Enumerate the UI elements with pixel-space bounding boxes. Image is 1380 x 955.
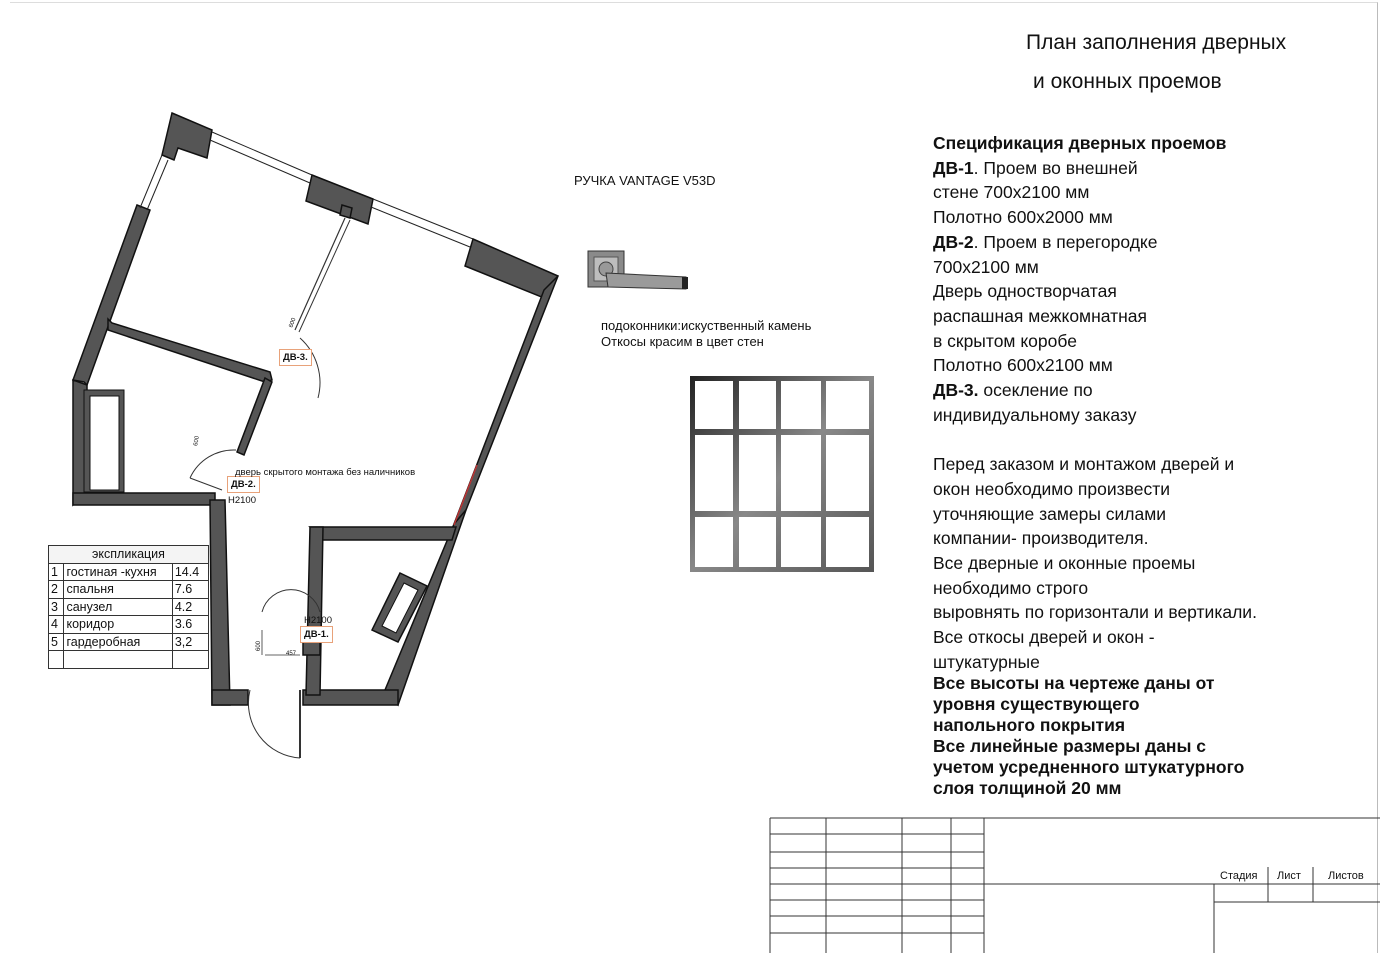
- hidden-door-note: дверь скрытого монтажа без наличников: [235, 467, 416, 478]
- stamp-sheet: Лист: [1277, 870, 1301, 882]
- door-tag-dv2: ДВ-2.: [227, 476, 260, 493]
- wall-small-post: [340, 205, 352, 218]
- stamp-stage: Стадия: [1220, 870, 1258, 882]
- height-label-dv1: Н2100: [304, 615, 332, 626]
- stamp-sheets: Листов: [1328, 870, 1364, 882]
- notes-bold: Все высоты на чертеже даны от уровня существующего напольного покрытия Все линейные размеры даны с учетом усредненного штукатурного слоя толщиной 20 мм: [933, 673, 1245, 798]
- spec-heading: Спецификация дверных проемов: [933, 133, 1227, 153]
- dim-600-dv3: 600: [288, 317, 298, 329]
- dim-600-dv2: 600: [193, 435, 201, 447]
- wall-partition-bedroom: [108, 319, 272, 382]
- table-row: 3 санузел 4.2: [49, 598, 209, 616]
- drawing-title-line2: и оконных проемов: [1033, 70, 1222, 93]
- table-row: [49, 651, 209, 669]
- table-row: 1 гостиная -кухня 14.4: [49, 563, 209, 581]
- wall-partition-diagonal: [237, 378, 272, 455]
- drawing-title-line1: План заполнения дверных: [1026, 31, 1287, 54]
- wall-bottom-left: [73, 493, 215, 505]
- dim-457: 457: [286, 651, 297, 657]
- height-label-dv2: Н2100: [228, 495, 256, 506]
- wall-pillar-middle: [306, 175, 373, 224]
- door-tag-dv3: ДВ-3.: [279, 349, 312, 366]
- handle-label: РУЧКА VANTAGE V53D: [574, 173, 716, 188]
- dim-600-dv1: 600: [256, 640, 263, 652]
- title-block: [768, 817, 1380, 953]
- wall-bath-left: [306, 527, 323, 695]
- wall-pillar-topleft: [162, 113, 212, 160]
- wall-bath-top: [310, 527, 456, 540]
- table-row: 5 гардеробная 3,2: [49, 633, 209, 651]
- wall-right-upper: [454, 276, 558, 524]
- wall-corridor-bottom-left: [212, 690, 248, 705]
- door-tag-dv1: ДВ-1.: [300, 626, 333, 643]
- spec-dv3-code: ДВ-3.: [933, 380, 979, 401]
- table-row: 4 коридор 3.6: [49, 616, 209, 634]
- spec-dv2-code: ДВ-2: [933, 231, 974, 252]
- sills-note-line2: Откосы красим в цвет стен: [601, 334, 764, 349]
- explication-header: экспликация: [49, 546, 209, 564]
- wall-corridor-left: [210, 500, 230, 705]
- spec-dv1-code: ДВ-1: [933, 157, 974, 178]
- door-handle-image: [586, 247, 691, 297]
- sills-note-line1: подоконники:искуственный камень: [601, 318, 812, 333]
- table-row: 2 спальня 7.6: [49, 581, 209, 599]
- window-grid-sample: [688, 374, 876, 574]
- explication-table: [48, 545, 209, 669]
- wall-left-diagonal: [73, 205, 150, 385]
- door-specification: Спецификация дверных проемов ДВ-1. Проем во внешней стене 700х2100 мм Полотно 600х2000 мм ДВ-2. Проем в перегородке 700х2100 мм Дверь одностворчатая распашная межкомнатная в скрытом коробе Полотно 600х2100 мм ДВ-3. осекление по индивидуальному заказу Перед заказом и монтажом дверей и окон необходимо произвести уточняющие замеры силами компании- производителя. Все дверные и оконные проемы необходимо строго выровнять по горизонтали и вертикали. Все откосы дверей и окон - штукатурные: [933, 131, 1373, 674]
